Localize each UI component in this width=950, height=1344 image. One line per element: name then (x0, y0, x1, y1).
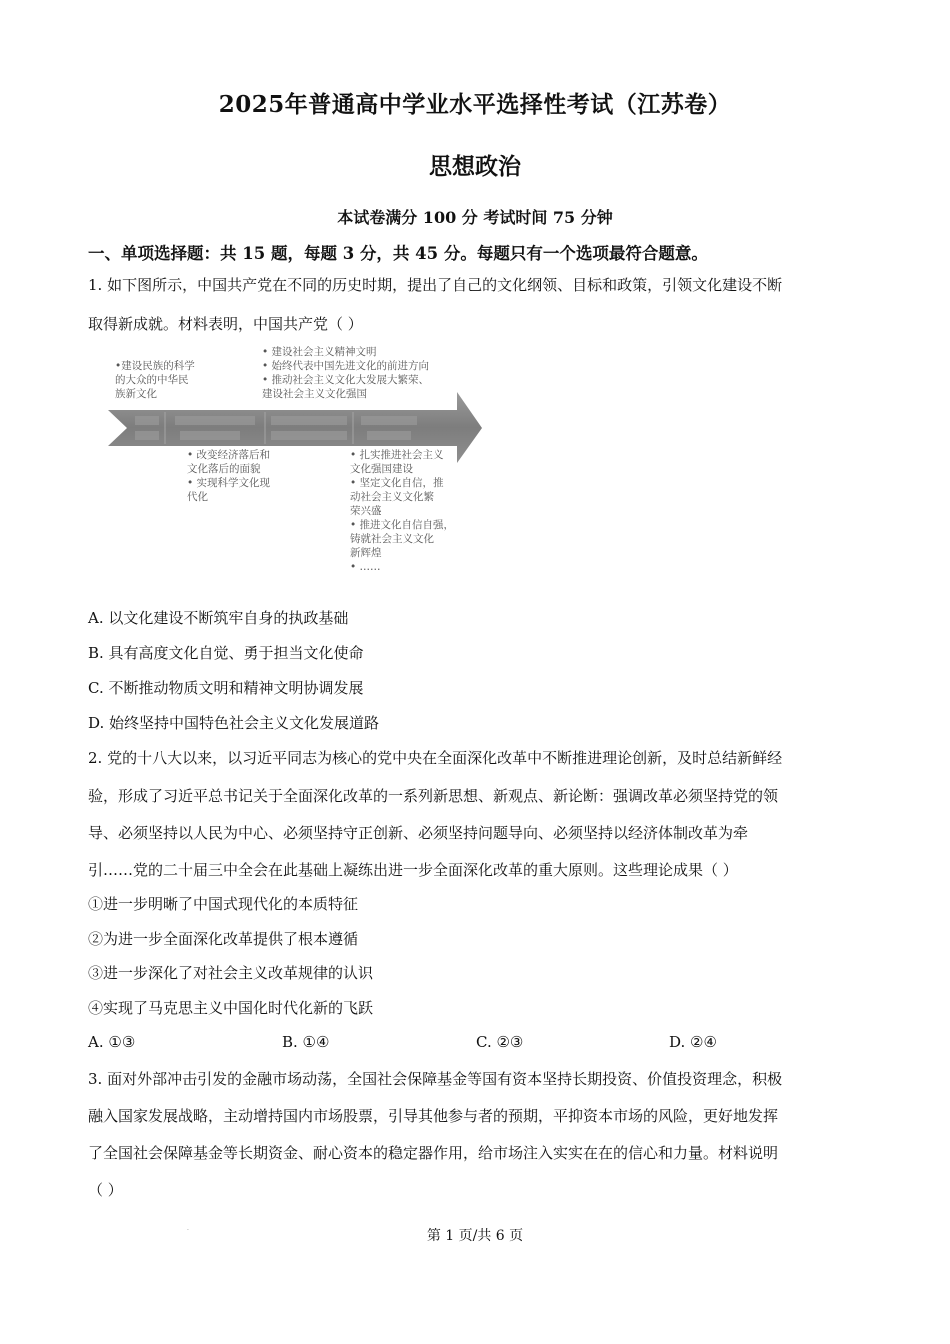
q1-option-c: C. 不断推动物质文明和精神文明协调发展 (88, 679, 364, 697)
scan-speck: · (187, 1227, 189, 1234)
q3-stem-line: （ ） (88, 1181, 123, 1199)
q2-option-a: A. ①③ (88, 1033, 136, 1051)
figure-text-top-right: • 建设社会主义精神文明 • 始终代表中国先进文化的前进方向 • 推动社会主义文化大发展大繁荣、 建设社会主义文化强国 (262, 346, 430, 400)
q3-stem-line: 融入国家发展战略，主动增持国内市场股票，引导其他参与者的预期，平抑资本市场的风险，更好地发挥 (88, 1107, 779, 1125)
q1-stem-line: 1. 如下图所示，中国共产党在不同的历史时期，提出了自己的文化纲领、目标和政策，引领文化建设不断 (88, 276, 783, 294)
q1-option-b: B. 具有高度文化自觉、勇于担当文化使命 (88, 644, 364, 662)
exam-meta: 本试卷满分 100 分 考试时间 75 分钟 (337, 208, 613, 227)
q2-option-d: D. ②④ (669, 1033, 717, 1051)
q2-statement-4: ④实现了马克思主义中国化时代化新的飞跃 (88, 999, 374, 1017)
figure-text-bottom-right: • 扎实推进社会主义 文化强国建设 • 坚定文化自信，推 动社会主义文化繁 荣兴盛 • 推进文化自信自强， 铸就社会主义文化 新辉煌 • …… (350, 449, 455, 573)
q2-stem-line: 导、必须坚持以人民为中心、必须坚持守正创新、必须坚持问题导向、必须坚持以经济体制改革为牵 (88, 824, 749, 842)
page-number: 第 1 页/共 6 页 (426, 1228, 524, 1244)
q2-statement-2: ②为进一步全面深化改革提供了根本遵循 (88, 930, 359, 948)
q2-option-b: B. ①④ (282, 1033, 330, 1051)
q2-statement-3: ③进一步深化了对社会主义改革规律的认识 (88, 964, 374, 982)
q1-option-a: A. 以文化建设不断筑牢自身的执政基础 (88, 609, 349, 627)
exam-title: 2025年普通高中学业水平选择性考试（江苏卷） (218, 91, 732, 118)
q2-stem-line: 2. 党的十八大以来，以习近平同志为核心的党中央在全面深化改革中不断推进理论创新，及时总结新鲜经 (88, 749, 783, 767)
subject-title: 思想政治 (429, 153, 521, 180)
q1-stem-line: 取得新成就。材料表明，中国共产党（ ） (88, 315, 363, 333)
culture-timeline-figure (105, 345, 485, 580)
q3-stem-line: 了全国社会保障基金等长期资金、耐心资本的稳定器作用，给市场注入实实在在的信心和力量。材料说明 (88, 1144, 779, 1162)
q2-stem-line: 验，形成了习近平总书记关于全面深化改革的一系列新思想、新观点、新论断：强调改革必须坚持党的领 (88, 787, 779, 805)
figure-text-top-left: •建设民族的科学 的大众的中华民 族新文化 (115, 360, 195, 400)
section-heading: 一、单项选择题：共 15 题，每题 3 分，共 45 分。每题只有一个选项最符合题意。 (88, 244, 708, 263)
q2-stem-line: 引……党的二十届三中全会在此基础上凝练出进一步全面深化改革的重大原则。这些理论成果（ ） (88, 861, 738, 879)
figure-text-bottom-left: • 改变经济落后和 文化落后的面貌 • 实现科学文化现 代化 (187, 449, 271, 503)
q3-stem-line: 3. 面对外部冲击引发的金融市场动荡，全国社会保障基金等国有资本坚持长期投资、价值投资理念，积极 (88, 1070, 783, 1088)
q1-option-d: D. 始终坚持中国特色社会主义文化发展道路 (88, 714, 380, 732)
q2-statement-1: ①进一步明晰了中国式现代化的本质特征 (88, 895, 359, 913)
q2-option-c: C. ②③ (476, 1033, 524, 1051)
